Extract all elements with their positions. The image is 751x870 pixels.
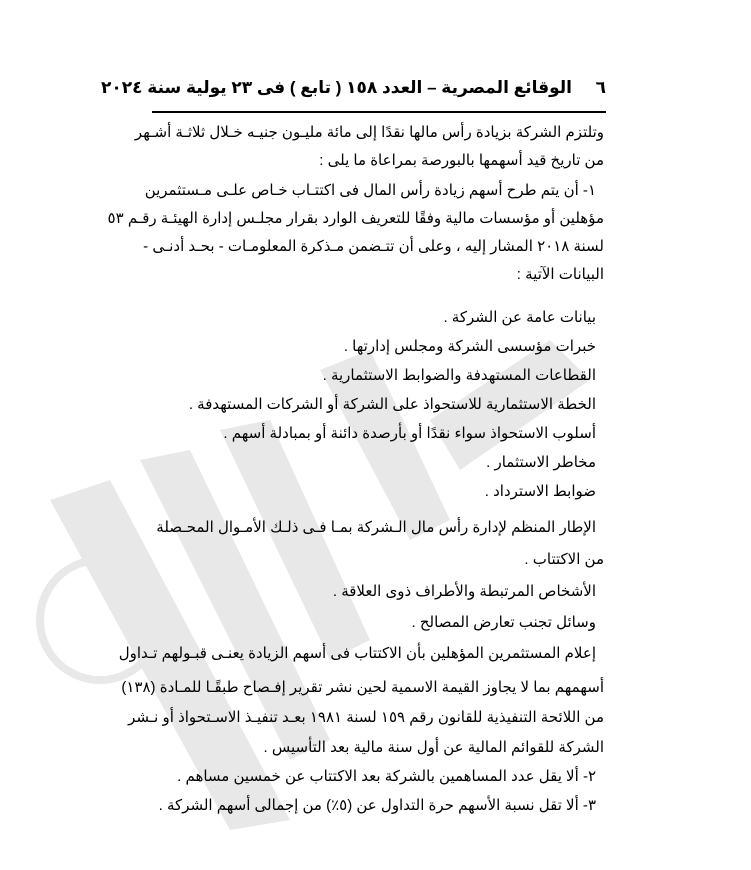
page-header: [101, 78, 606, 100]
list-item: بيانات عامة عن الشركة .: [443, 309, 596, 326]
list-item: القطاعات المستهدفة والضوابط الاستثمارية .: [322, 367, 596, 384]
list-item: أسلوب الاستحواذ سواء نقدًا أو بأرصدة دائنة أو بمبادلة أسهم .: [223, 425, 596, 442]
numbered-item: ٢- ألا يقل عدد المساهمين بالشركة بعد الاكتتاب عن خمسين مساهم .: [177, 768, 596, 785]
list-item: وسائل تجنب تعارض المصالح .: [411, 614, 596, 631]
list-item: الإطار المنظم لإدارة رأس مال الـشركة بمـا فـى ذلـك الأمـوال المحـصلة: [156, 519, 596, 536]
list-item: الخطة الاستثمارية للاستحواذ على الشركة أو الشركات المستهدفة .: [188, 396, 596, 413]
list-item: مخاطر الاستثمار .: [486, 454, 596, 471]
list-item: أسهمهم بما لا يجاوز القيمة الاسمية لحين نشر تقرير إفـصاح طبقًـا للمـادة (١٣٨): [121, 679, 604, 696]
paragraph-line: من تاريخ قيد أسهمها بالبورصة بمراعاة ما يلى :: [319, 152, 604, 169]
list-item: ضوابط الاسترداد .: [484, 483, 596, 500]
header-rule: [152, 111, 606, 113]
list-item: من الاكتتاب .: [524, 551, 604, 568]
list-item: إعلام المستثمرين المؤهلين بأن الاكتتاب فى أسهم الزيادة يعنـى قبـولهم تـداول: [118, 645, 596, 662]
page-number: ٦: [595, 78, 606, 97]
list-item: الشركة للقوائم المالية عن أول سنة مالية بعد التأسيس .: [263, 739, 604, 756]
paragraph-line: مؤهلين أو مؤسسات مالية وفقًا للتعريف الوارد بقرار مجلـس إدارة الهيئـة رقـم ٥٣: [107, 210, 604, 227]
paragraph-line: وتلتزم الشركة بزيادة رأس مالها نقدًا إلى مائة مليـون جنيـه خـلال ثلاثـة أشـهر: [134, 124, 604, 141]
header-title: الوقائع المصرية – العدد ١٥٨ ( تابع ) فى ٢٣ يولية سنة ٢٠٢٤: [101, 78, 572, 97]
paragraph-line: البيانات الآتية :: [516, 266, 604, 283]
list-item: خبرات مؤسسى الشركة ومجلس إدارتها .: [343, 338, 596, 355]
list-item: الأشخاص المرتبطة والأطراف ذوى العلاقة .: [332, 583, 596, 600]
paragraph-line: ١- أن يتم طرح أسهم زيادة رأس المال فى اكتتـاب خـاص علـى مـستثمرين: [144, 182, 596, 199]
numbered-item: ٣- ألا تقل نسبة الأسهم حرة التداول عن (٥٪) من إجمالى أسهم الشركة .: [158, 797, 596, 814]
list-item: من اللائحة التنفيذية للقانون رقم ١٥٩ لسنة ١٩٨١ بعـد تنفيـذ الاسـتحواذ أو نـشر: [128, 709, 604, 726]
paragraph-line: لسنة ٢٠١٨ المشار إليه ، وعلى أن تتـضمن مـذكرة المعلومـات - بحـد أدنـى -: [143, 238, 604, 255]
